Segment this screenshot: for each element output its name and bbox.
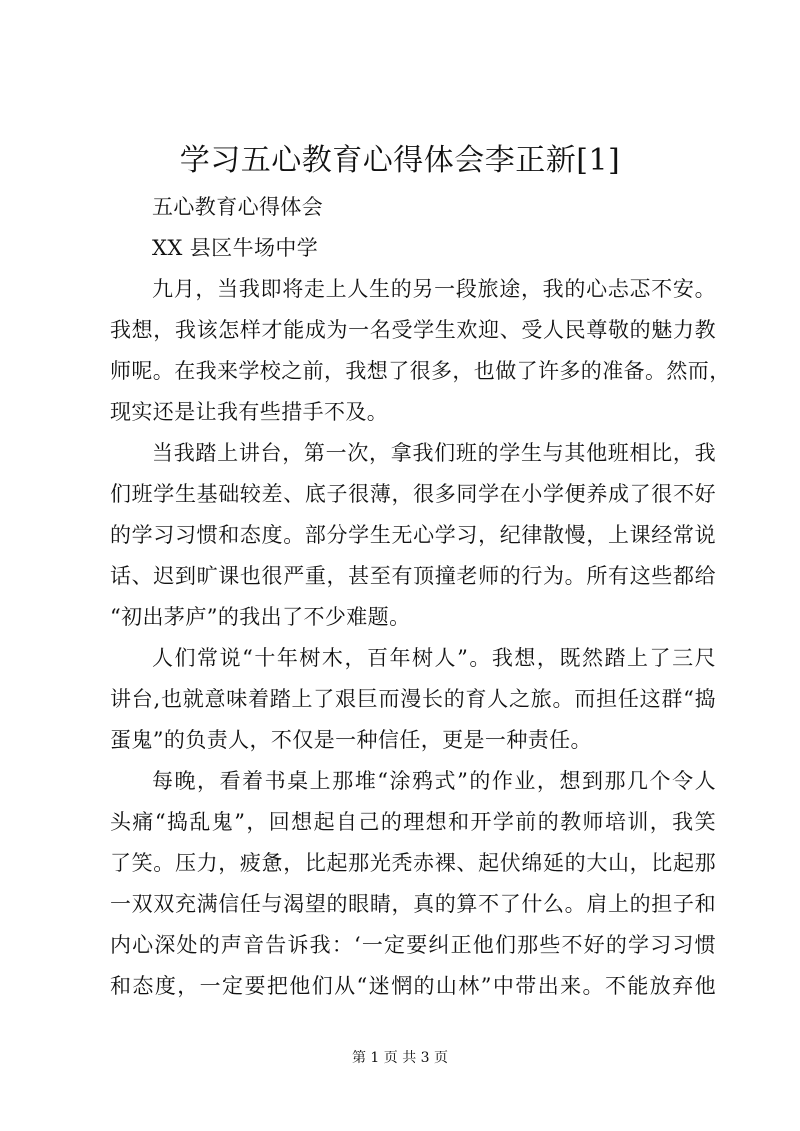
paragraph-line: 了笑。压力，疲惫，比起那光秃赤裸、起伏绵延的大山，比起那 xyxy=(110,851,716,875)
paragraph-line: 人们常说“十年树木，百年树人”。我想，既然踏上了三尺 xyxy=(152,646,716,670)
paragraph-line: 师呢。在我来学校之前，我想了很多，也做了许多的准备。然而， xyxy=(110,359,731,383)
paragraph-line: “初出茅庐”的我出了不少难题。 xyxy=(110,605,411,629)
subtitle-line: 五心教育心得体会 xyxy=(152,195,324,219)
paragraph-line: 话、迟到旷课也很严重，甚至有顶撞老师的行为。所有这些都给 xyxy=(110,564,716,588)
paragraph-line: 的学习习惯和态度。部分学生无心学习，纪律散慢，上课经常说 xyxy=(110,523,716,547)
paragraph-line: 蛋鬼”的负责人，不仅是一种信任，更是一种责任。 xyxy=(110,728,592,752)
paragraph-line: 们班学生基础较差、底子很薄，很多同学在小学便养成了很不好 xyxy=(110,482,716,506)
paragraph-line: 现实还是让我有些措手不及。 xyxy=(110,400,389,424)
paragraph-line: 当我踏上讲台，第一次，拿我们班的学生与其他班相比，我 xyxy=(152,441,716,465)
paragraph-line: 一双双充满信任与渴望的眼睛，真的算不了什么。肩上的担子和 xyxy=(110,892,716,916)
paragraph-line: 每晚，看着书桌上那堆“涂鸦式”的作业，想到那几个令人 xyxy=(152,769,716,793)
paragraph-line: 九月，当我即将走上人生的另一段旅途，我的心忐忑不安。 xyxy=(152,277,716,301)
paragraph-line: 内心深处的声音告诉我：‘一定要纠正他们那些不好的学习习惯 xyxy=(110,933,716,957)
paragraph-line: 和态度，一定要把他们从“迷惘的山林”中带出来。不能放弃他 xyxy=(110,974,716,998)
page-footer: 第 1 页 共 3 页 xyxy=(351,1050,449,1066)
paragraph-line: 讲台,也就意味着踏上了艰巨而漫长的育人之旅。而担任这群“捣 xyxy=(110,687,716,711)
author-line: XX 县区牛场中学 xyxy=(152,236,319,260)
document-body xyxy=(110,187,731,1007)
paragraph-line: 我想，我该怎样才能成为一名受学生欢迎、受人民尊敬的魅力教 xyxy=(110,318,716,342)
paragraph-line: 头痛“捣乱鬼”，回想起自己的理想和开学前的教师培训，我笑 xyxy=(110,810,716,834)
document-title: 学习五心教育心得体会李正新[1] xyxy=(179,143,621,178)
